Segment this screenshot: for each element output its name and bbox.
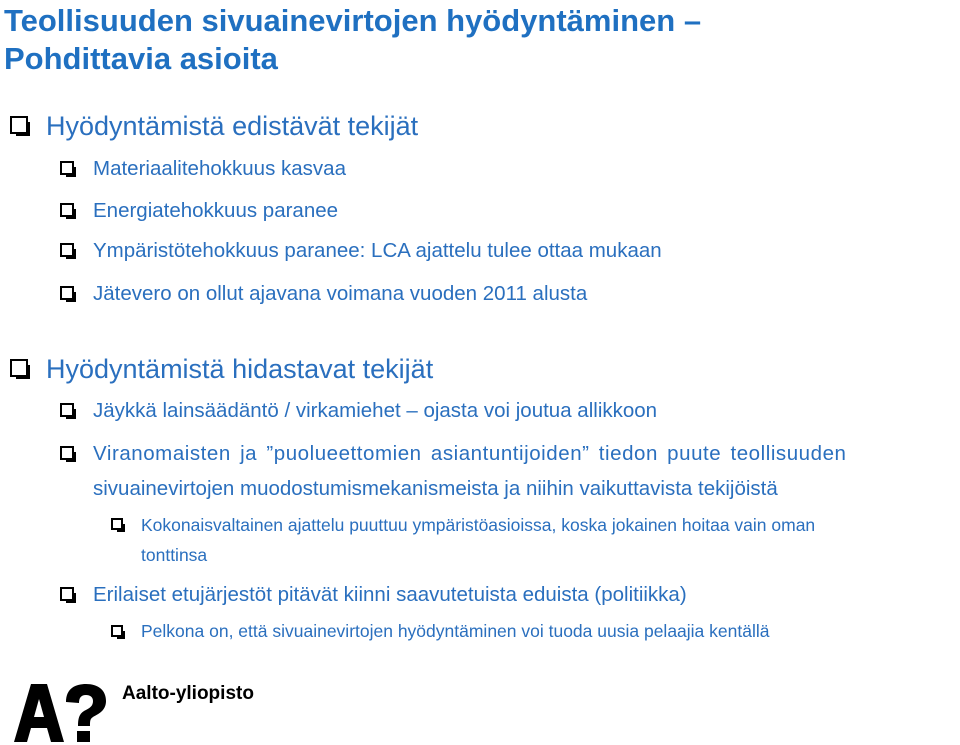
aalto-logo-icon bbox=[14, 684, 106, 742]
title-line-2: Pohdittavia asioita bbox=[4, 41, 278, 76]
list-item: Materiaalitehokkuus kasvaa bbox=[93, 157, 346, 180]
square-bullet-icon bbox=[60, 203, 74, 217]
list-item: Energiatehokkuus paranee bbox=[93, 199, 339, 222]
logo-text: Aalto-yliopisto bbox=[122, 683, 254, 704]
square-bullet-icon bbox=[10, 116, 28, 134]
list-item: Jätevero on ollut ajavana voimana vuoden 2011 alusta bbox=[93, 282, 588, 305]
square-bullet-icon bbox=[60, 446, 74, 460]
list-item: Ympäristötehokkuus paranee: LCA ajattelu tulee ottaa mukaan bbox=[93, 239, 662, 262]
list-item: Viranomaisten ja ”puolueettomien asiantuntijoiden” tiedon puute teollisuuden bbox=[93, 442, 847, 465]
title-line-1: Teollisuuden sivuainevirtojen hyödyntäminen – bbox=[4, 3, 702, 38]
sub-list-item: Pelkona on, että sivuainevirtojen hyödyntäminen voi tuoda uusia pelaajia kentällä bbox=[141, 621, 770, 641]
list-item-continuation: sivuainevirtojen muodostumismekanismeista ja niihin vaikuttavista tekijöistä bbox=[93, 477, 778, 500]
sub-list-item: Kokonaisvaltainen ajattelu puuttuu ympäristöasioissa, koska jokainen hoitaa vain oman bbox=[141, 515, 816, 535]
square-bullet-icon bbox=[60, 587, 74, 601]
list-item: Erilaiset etujärjestöt pitävät kiinni saavutetuista eduista (politiikka) bbox=[93, 583, 687, 606]
square-bullet-icon bbox=[111, 625, 123, 637]
square-bullet-icon bbox=[60, 403, 74, 417]
square-bullet-icon bbox=[111, 518, 123, 530]
square-bullet-icon bbox=[60, 286, 74, 300]
square-bullet-icon bbox=[10, 359, 28, 377]
list-item: Jäykkä lainsäädäntö / virkamiehet – ojasta voi joutua allikkoon bbox=[93, 399, 658, 422]
section-heading-hindering: Hyödyntämistä hidastavat tekijät bbox=[46, 354, 434, 384]
square-bullet-icon bbox=[60, 243, 74, 257]
sub-list-item-continuation: tonttinsa bbox=[141, 545, 208, 565]
square-bullet-icon bbox=[60, 161, 74, 175]
section-heading-promoting: Hyödyntämistä edistävät tekijät bbox=[46, 111, 419, 141]
page-title bbox=[4, 2, 701, 78]
